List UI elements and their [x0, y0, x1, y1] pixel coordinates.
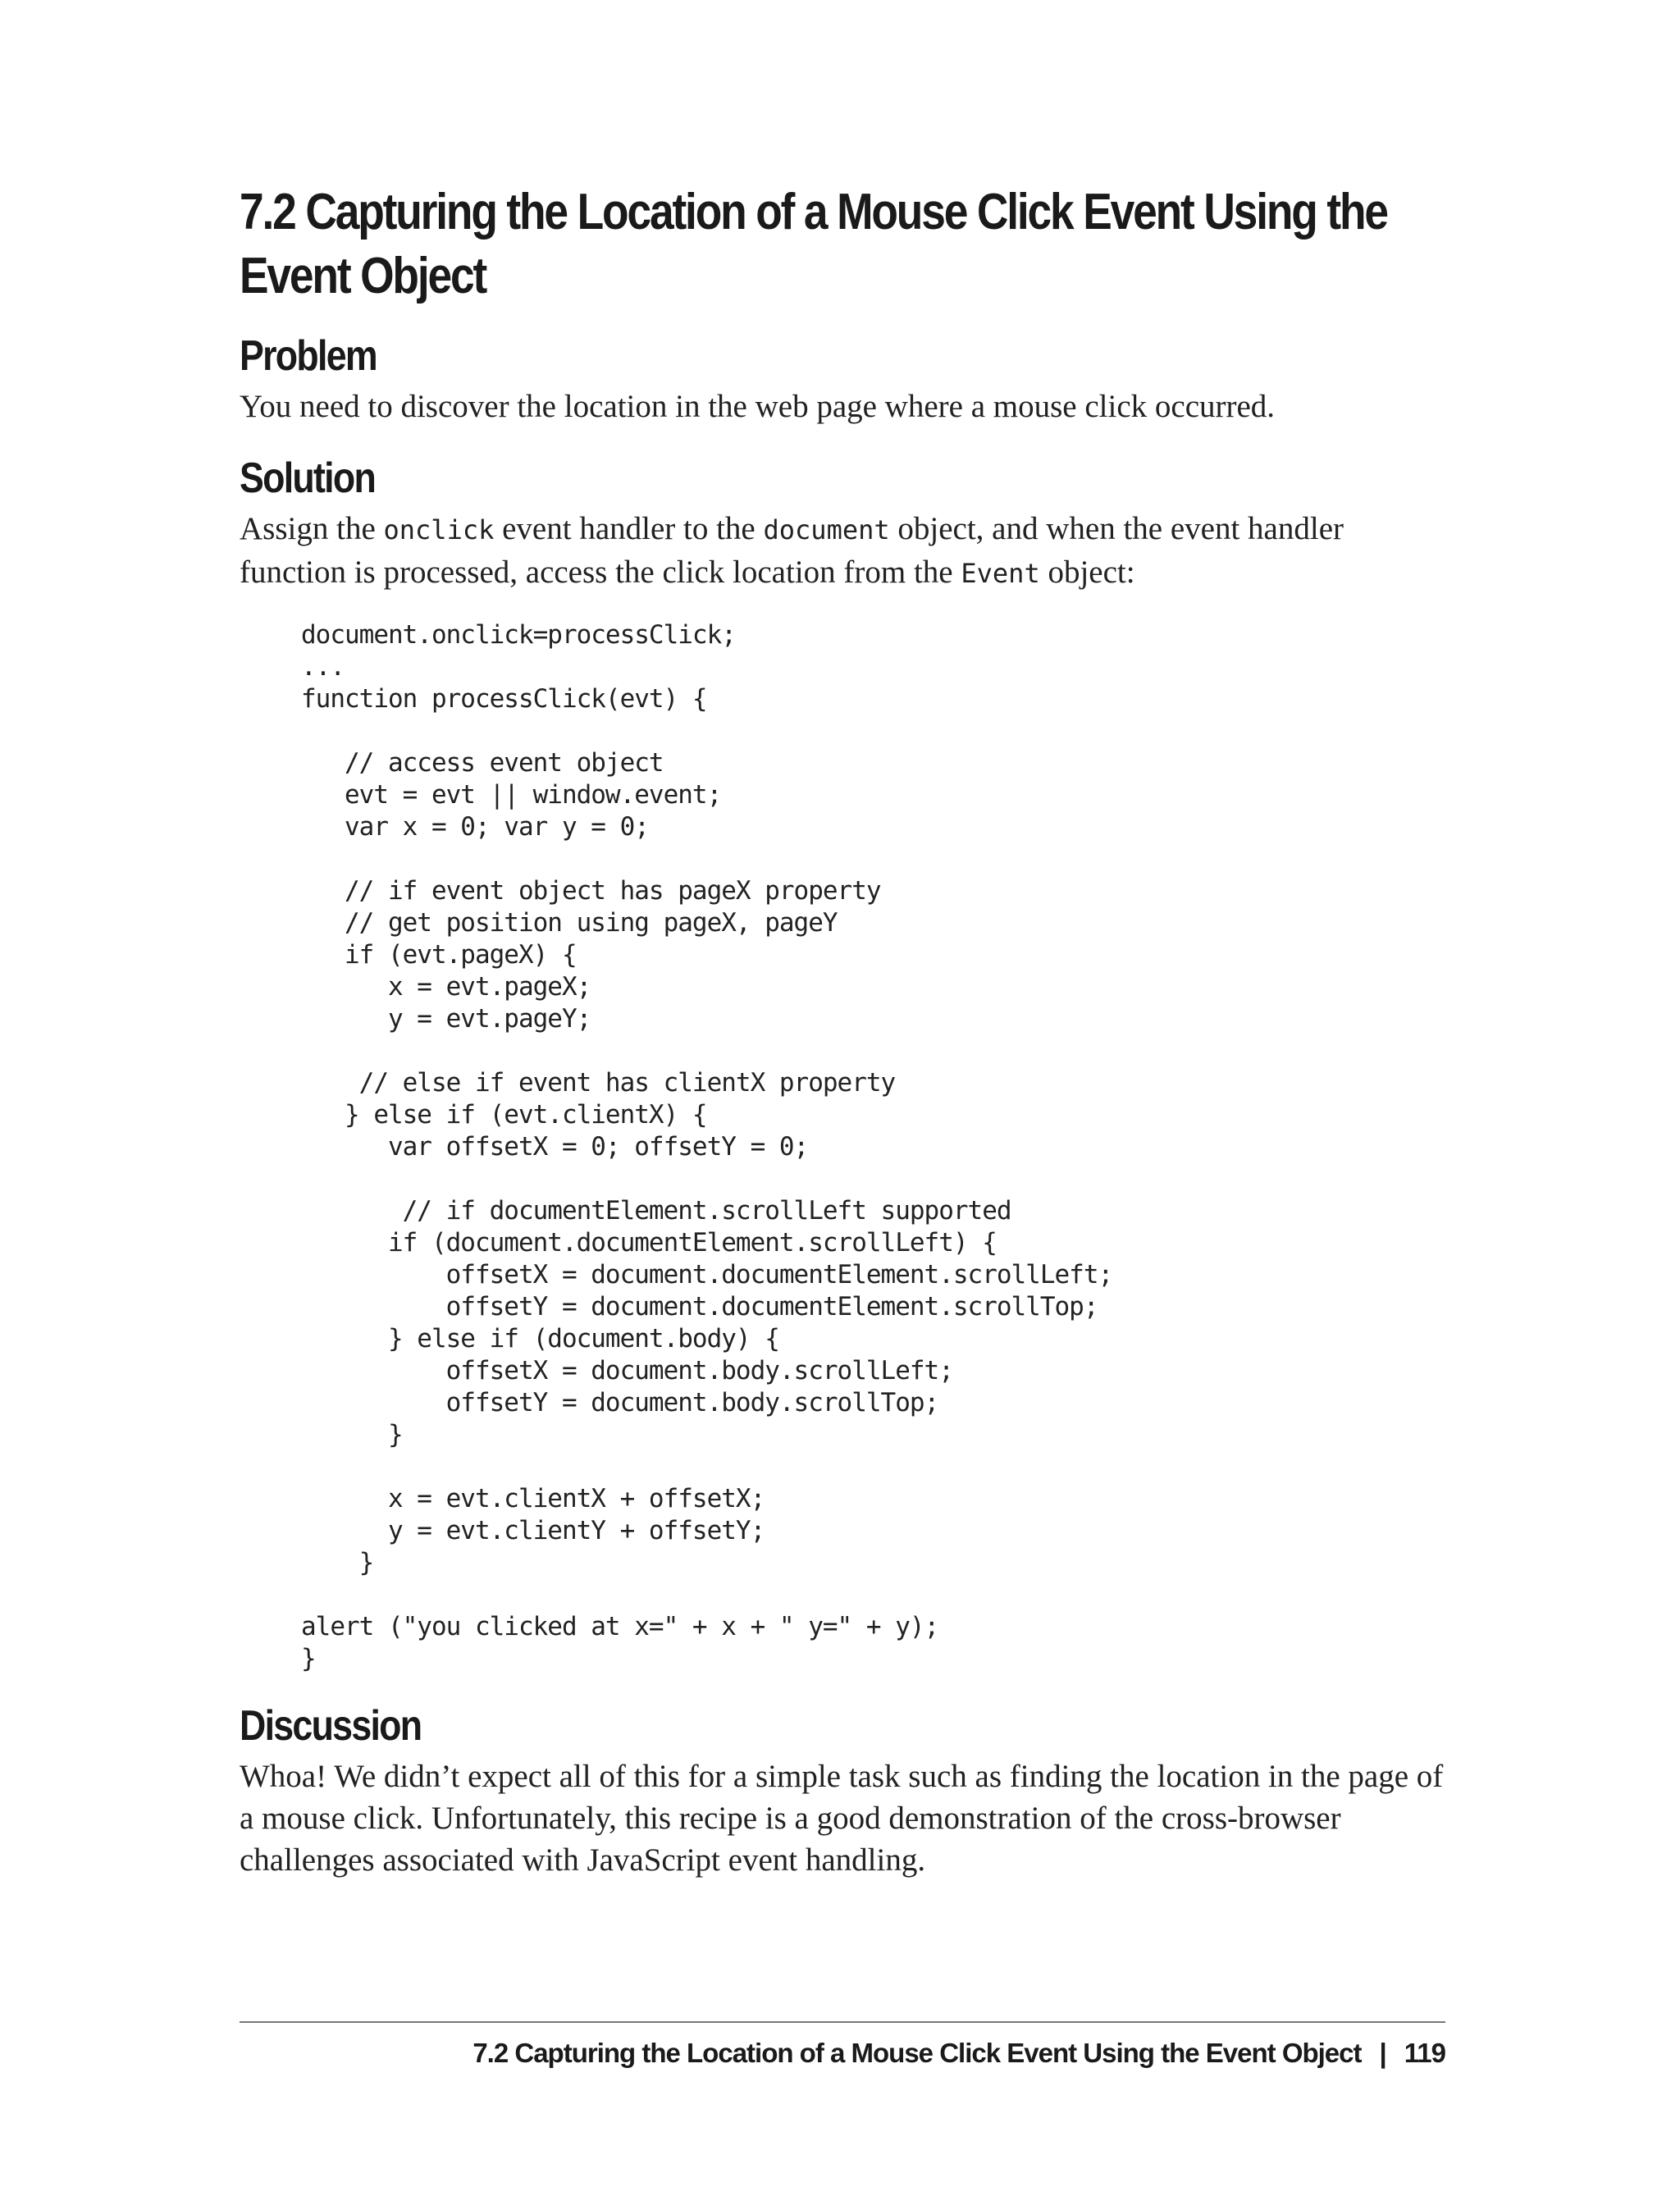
discussion-heading: Discussion — [240, 1702, 422, 1750]
page-number: 119 — [1404, 2038, 1445, 2068]
solution-text-part-3: object, and when the event handler function is processed, access the click location from the — [240, 511, 1344, 590]
solution-text-part-1: Assign the — [240, 511, 384, 546]
footer-rule — [240, 2021, 1445, 2023]
solution-heading: Solution — [240, 454, 376, 502]
solution-text-part-4: object: — [1039, 555, 1135, 590]
code-listing: document.onclick=processClick; ... function processClick(evt) { // access event object evt = evt || window.event; var x = 0; var y = 0; // if event object has pageX property // get position using pageX, pageY if (evt.pageX) { x = evt.pageX; y = evt.pageY; // else if event has clientX property } else if (evt.clientX) { var offsetX = 0; offsetY = 0; // if documentElement.scrollLeft supported if (document.documentElement.scrollLeft) { offsetX = document.documentElement.scrollLeft; offsetY = document.documentElement.scrollTop; } else if (document.body) { offsetX = document.body.scrollLeft; offsetY = document.body.scrollTop; } x = evt.clientX + offsetX; y = evt.clientY + offsetY; } alert ("you clicked at x=" + x + " y=" + y); } — [301, 620, 1113, 1673]
page-content — [240, 180, 1445, 1906]
inline-code-event: Event — [961, 558, 1040, 589]
footer-running-title: 7.2 Capturing the Location of a Mouse Click Event Using the Event Object — [472, 2038, 1362, 2068]
problem-text: You need to discover the location in the web page where a mouse click occurred. — [240, 389, 1276, 424]
inline-code-document: document — [763, 514, 890, 546]
discussion-text: Whoa! We didn’t expect all of this for a simple task such as finding the location in the page of a mouse click. Unfortunately, this recipe is a good demonstration of the cross-browser challenges associated with JavaScript event handling. — [240, 1759, 1444, 1878]
solution-text — [240, 508, 1445, 595]
chapter-title — [240, 180, 1442, 308]
inline-code-onclick: onclick — [383, 514, 495, 546]
chapter-title-line-2: Event Object — [240, 248, 486, 304]
problem-heading: Problem — [240, 332, 377, 380]
page-footer — [240, 2021, 1445, 2069]
footer-separator: | — [1379, 2038, 1386, 2068]
footer-line — [240, 2038, 1445, 2069]
chapter-title-line-1: 7.2 Capturing the Location of a Mouse Click Event Using the — [240, 184, 1387, 240]
solution-text-part-2: event handler to the — [494, 511, 764, 546]
